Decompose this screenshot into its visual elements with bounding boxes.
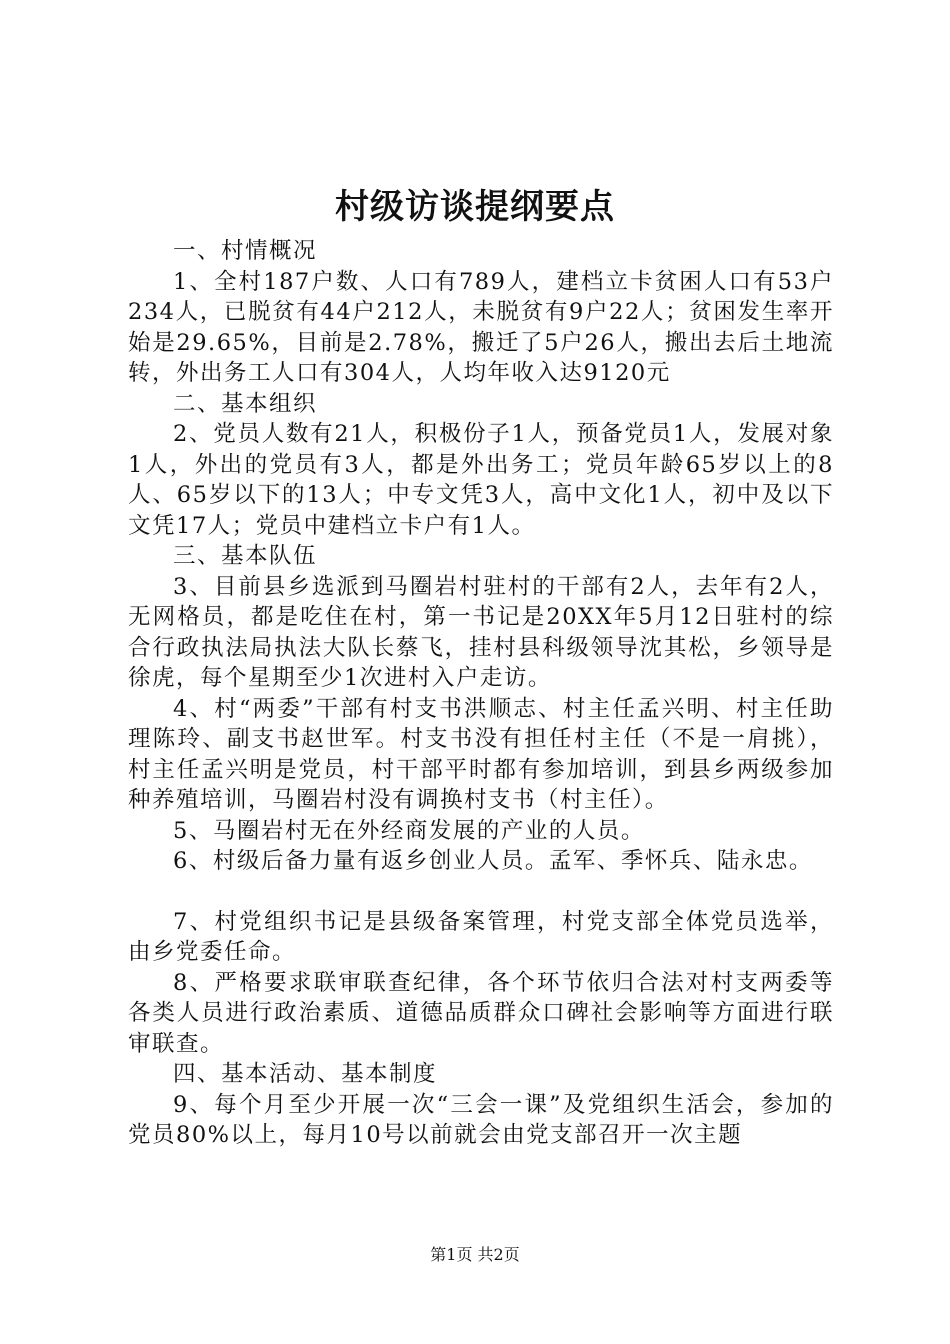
- paragraph-3: 3、目前县乡选派到马圈岩村驻村的干部有2人，去年有2人，无网格员，都是吃住在村，第一书记是20XX年5月12日驻村的综合行政执法局执法大队长蔡飞，挂村县科级领导沈其松，乡领导是徐虎，每个星期至少1次进村入户走访。: [128, 573, 834, 691]
- section-heading-activities-systems: 四、基本活动、基本制度: [173, 1061, 438, 1087]
- page-footer: 第1页 共2页: [430, 1245, 520, 1264]
- paragraph-6: 6、村级后备力量有返乡创业人员。孟军、季怀兵、陆永忠。: [173, 848, 813, 874]
- paragraph-1: 1、全村187户数、人口有789人，建档立卡贫困人口有53户234人，已脱贫有44户212人，未脱贫有9户22人；贫困发生率开始是29.65%，目前是2.78%，搬迁了5户26人，搬出去后土地流转，外出务工人口有304人，人均年收入达9120元: [128, 268, 834, 386]
- section-heading-basic-team: 三、基本队伍: [173, 543, 318, 569]
- section-heading-basic-organization: 二、基本组织: [173, 390, 318, 417]
- document-title: 村级访谈提纲要点: [335, 187, 615, 227]
- paragraph-5: 5、马圈岩村无在外经商发展的产业的人员。: [173, 817, 645, 844]
- paragraph-8: 8、严格要求联审联查纪律，各个环节依归合法对村支两委等各类人员进行政治素质、道德品质群众口碑社会影响等方面进行联审联查。: [128, 969, 834, 1057]
- paragraph-2: 2、党员人数有21人，积极份子1人，预备党员1人，发展对象1人，外出的党员有3人，都是外出务工；党员年龄65岁以上的8人、65岁以下的13人；中专文凭3人，高中文化1人，初中及以下文凭17人；党员中建档立卡户有1人。: [128, 421, 834, 539]
- section-heading-village-overview: 一、村情概况: [173, 238, 318, 264]
- document-body: [128, 236, 834, 1151]
- paragraph-9: 9、每个月至少开展一次“三会一课”及党组织生活会，参加的党员80%以上，每月10号以前就会由党支部召开一次主题: [128, 1091, 834, 1148]
- paragraph-7: 7、村党组织书记是县级备案管理，村党支部全体党员选举，由乡党委任命。: [128, 908, 834, 965]
- paragraph-4: 4、村“两委”干部有村支书洪顺志、村主任孟兴明、村主任助理陈玲、副支书赵世军。村支书没有担任村主任（不是一肩挑），村主任孟兴明是党员，村干部平时都有参加培训，到县乡两级参加种养殖培训，马圈岩村没有调换村支书（村主任）。: [128, 695, 834, 813]
